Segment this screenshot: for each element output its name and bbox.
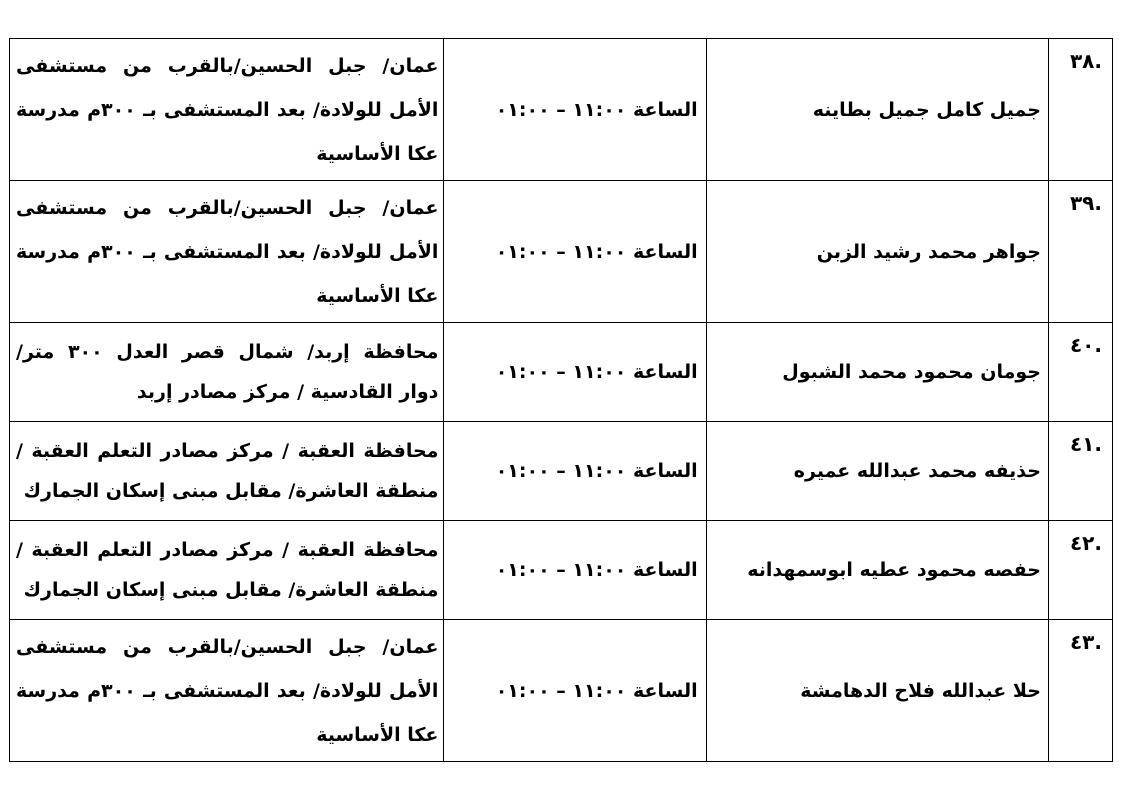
exam-address: عمان/ جبل الحسين/بالقرب من مستشفى الأمل للولادة/ بعد المستشفى بـ ٣٠٠م مدرسة عكا الأساسية — [10, 620, 444, 762]
exam-time: الساعة ١١:٠٠ – ٠١:٠٠ — [444, 521, 706, 620]
table-row — [10, 620, 1113, 762]
exam-time: الساعة ١١:٠٠ – ٠١:٠٠ — [444, 181, 706, 323]
exam-address: محافظة إربد/ شمال قصر العدل ٣٠٠ متر/ دوار القادسية / مركز مصادر إربد — [10, 323, 444, 422]
row-number: .٤٣ — [1048, 620, 1112, 762]
table-row — [10, 521, 1113, 620]
row-number: .٣٩ — [1048, 181, 1112, 323]
exam-address: محافظة العقبة / مركز مصادر التعلم العقبة / منطقة العاشرة/ مقابل مبنى إسكان الجمارك — [10, 422, 444, 521]
row-number: .٤٢ — [1048, 521, 1112, 620]
exam-time: الساعة ١١:٠٠ – ٠١:٠٠ — [444, 323, 706, 422]
table-row — [10, 181, 1113, 323]
person-name: جميل كامل جميل بطاينه — [706, 39, 1048, 181]
person-name: حفصه محمود عطيه ابوسمهدانه — [706, 521, 1048, 620]
exam-address: عمان/ جبل الحسين/بالقرب من مستشفى الأمل للولادة/ بعد المستشفى بـ ٣٠٠م مدرسة عكا الأساسية — [10, 181, 444, 323]
person-name: حلا عبدالله فلاح الدهامشة — [706, 620, 1048, 762]
table-row — [10, 422, 1113, 521]
exam-time: الساعة ١١:٠٠ – ٠١:٠٠ — [444, 39, 706, 181]
row-number: .٣٨ — [1048, 39, 1112, 181]
row-number: .٤١ — [1048, 422, 1112, 521]
table-row — [10, 323, 1113, 422]
person-name: حذيفه محمد عبدالله عميره — [706, 422, 1048, 521]
schedule-table — [9, 38, 1113, 762]
row-number: .٤٠ — [1048, 323, 1112, 422]
exam-time: الساعة ١١:٠٠ – ٠١:٠٠ — [444, 422, 706, 521]
exam-time: الساعة ١١:٠٠ – ٠١:٠٠ — [444, 620, 706, 762]
person-name: جومان محمود محمد الشبول — [706, 323, 1048, 422]
exam-address: عمان/ جبل الحسين/بالقرب من مستشفى الأمل للولادة/ بعد المستشفى بـ ٣٠٠م مدرسة عكا الأساسية — [10, 39, 444, 181]
exam-address: محافظة العقبة / مركز مصادر التعلم العقبة / منطقة العاشرة/ مقابل مبنى إسكان الجمارك — [10, 521, 444, 620]
table-row — [10, 39, 1113, 181]
person-name: جواهر محمد رشيد الزبن — [706, 181, 1048, 323]
